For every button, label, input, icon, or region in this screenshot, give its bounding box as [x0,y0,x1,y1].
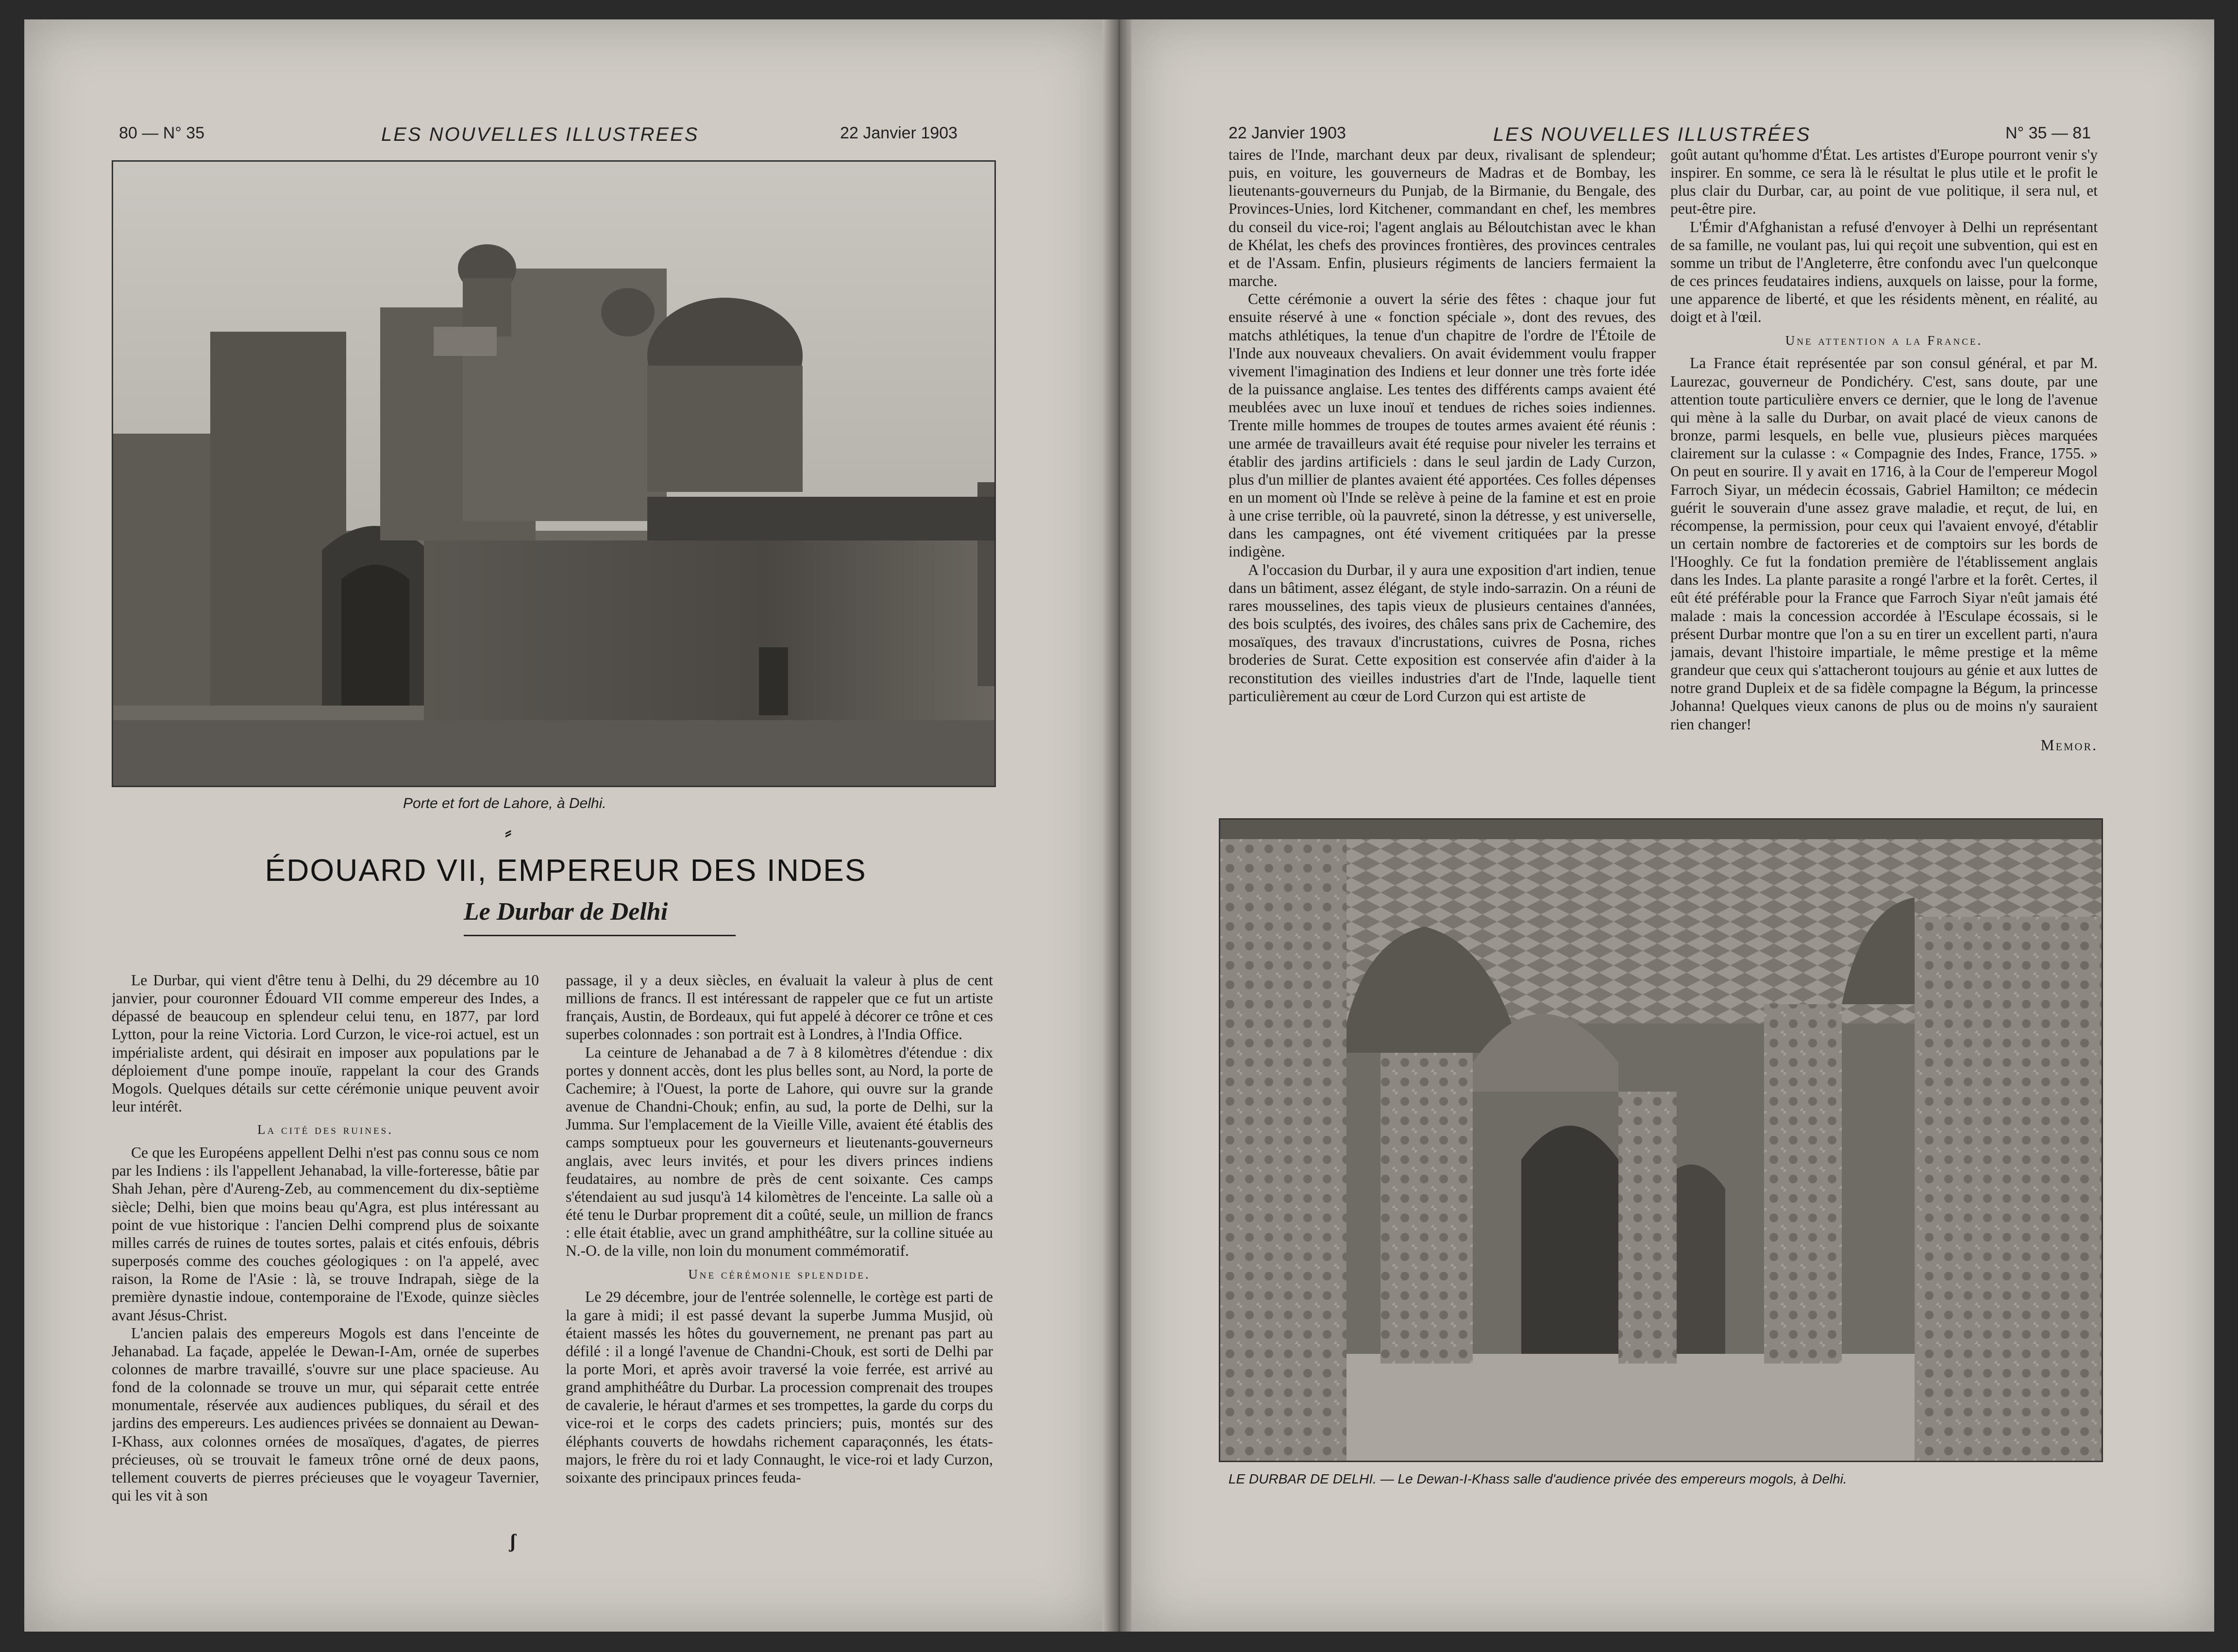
fort-photo-caption: Porte et fort de Lahore, à Delhi. [403,795,606,811]
dewan-i-khass-photo [1219,818,2103,1462]
hall-illustration [1220,820,2102,1461]
fort-photo [112,160,996,787]
paragraph: Le Durbar, qui vient d'être tenu à Delhi, du 29 décembre au 10 janvier, pour couronner Édouard VII comme empereur des Indes, a dépassé de beaucoup en splendeur celui tenu, en 1877, par lord Lytton, pour la reine Victoria. Lord Curzon, le vice-roi actuel, est un impérialiste ardent, qui désirait en imposer aux populations par le déploiement d'une pompe inouïe, rappelant la cour des Grands Mogols. Quelques détails sur cette cérémonie unique peuvent avoir leur intérêt. [112,972,539,1115]
section-heading: La cité des ruines. [257,1122,393,1137]
paragraph: goût autant qu'homme d'État. Les artistes d'Europe pourront venir s'y inspirer. En somme, ce sera là le résultat le plus utile et le profit le plus clair du Durbar, car, au point de vue politique, il sera nul, et peut-être pire. [1670,146,2098,218]
paragraph: A l'occasion du Durbar, il y aura une exposition d'art indien, tenue dans un bâtiment, assez élégant, de style indo-sarrazin. On a réuni de rares mousselines, des tapis vieux de plusieurs centaines d'années, des bois sculptés, des ivoires, des châles sans prix de Cachemire, des mosaïques, des travaux d'incrustations, cuivres de Posna, riches broderies de Surat. Cette exposition est conservée afin d'aider à la reconstitution des vieilles industries d'art de l'Inde, laquelle tient particulièrement au cœur de Lord Curzon qui est artiste de [1228,561,1656,705]
right-column-2 [1670,146,2098,792]
paragraph: La ceinture de Jehanabad a de 7 à 8 kilomètres d'étendue : dix portes y donnent accès, dont les plus belles sont, au Nord, la porte de Cachemire; à l'Ouest, la porte de Lahore, qui ouvre sur la grande avenue de Chandni-Chouk; enfin, au sud, la porte de Delhi, sur la Jumma. Sur l'emplacement de la Vieille Ville, avaient été établis des camps somptueux pour les gouverneurs et lieutenants-gouverneurs anglais, avec leurs invités, et pour les divers princes indiens feudataires, au nombre de près de cent soixante. Ces camps s'étendaient au sud jusqu'à 14 kilomètres de l'enceinte. La salle où a été tenu le Durbar proprement dit a coûté, seule, un million de francs : elle était établie, avec un grand amphithéâtre, sur la colline située au N.-O. de la ville, non loin du monument commémoratif. [566,1044,993,1260]
right-column-1 [1228,146,1656,792]
fort-illustration [113,162,994,786]
hall-photo-caption: LE DURBAR DE DELHI. — Le Dewan-I-Khass salle d'audience privée des empereurs mogols, à Delhi. [1228,1471,1847,1486]
left-running-date: 22 Janvier 1903 [840,124,958,142]
paragraph: passage, il y a deux siècles, en évaluait la valeur à plus de cent millions de francs. Il est intéressant de rappeler que ce fut un artiste français, Austin, de Bordeaux, qui fut appelé à décorer ce trône et ces superbes colonnades : son portrait est à Londres, à l'India Office. [566,972,993,1043]
paragraph: Le 29 décembre, jour de l'entrée solennelle, le cortège est parti de la gare à midi; il est passé devant la superbe Jumma Musjid, où étaient massés les hôtes du gouvernement, ne prenant pas part au défilé : il a longé l'avenue de Chandni-Chouk, est sorti de Delhi par la porte Mori, et après avoir traversé la voie ferrée, est arrivé au grand amphithéâtre du Durbar. La procession comprenait des troupes de cavalerie, le héraut d'armes et ses trompettes, la garde du corps du vice-roi et le corps des cadets princiers; puis, montés sur des éléphants couverts de howdahs richement caparaçonnés, les états-majors, le frère du roi et lady Connaught, le vice-roi et lady Curzon, soixante des principaux princes feuda- [566,1288,993,1486]
right-page-number: N° 35 — 81 [2005,124,2091,142]
paragraph: Ce que les Européens appellent Delhi n'est pas connu sous ce nom par les Indiens : ils l'appellent Jehanabad, la ville-forteresse, bâtie par Shah Jehan, père d'Aureng-Zeb, au commencement du dix-septième siècle; Delhi, bien que moins beau qu'Agra, est plus intéressant au point de vue historique : l'ancien Delhi comprend plus de soixante milles carrés de ruines de toutes sortes, palais et cités enfouis, débris superposés comme des couches géologiques : on l'a appelé, avec raison, la Rome de l'Asie : là, se trouve Indrapah, siège de la première dynastie indoue, contemporaine de l'Exode, quinze siècles avant Jésus-Christ. [112,1144,539,1324]
left-column-1 [112,971,539,1515]
left-column-2 [566,971,993,1515]
paragraph: La France était représentée par son consul général, et par M. Laurezac, gouverneur de Pondichéry. C'est, sans doute, par une attention toute particulière envers ce dernier, que le long de l'avenue qui mène à la salle du Durbar, on avait placé de vieux canons de bronze, parmi lesquels, en belle vue, plusieurs pièces marquées clairement sur la culasse : « Compagnie des Indes, France, 1755. » On peut en sourire. Il y avait en 1716, à la Cour de l'empereur Mogol Farroch Siyar, un médecin écossais, Gabriel Hamilton; ce médecin guérit le souverain d'une assez grave maladie, et reçut, de lui, en récompense, la permission, pour ceux qui l'avaient envoyé, d'établir un certain nombre de factoreries et de comptoirs sur les bords de l'Hooghly. Ce fut la fondation première de l'établissement anglais dans les Indes. La plante parasite a rongé l'arbre et la forêt. Certes, il eût été préférable pour la France que Farroch Siyar n'eût jamais été malade : mais la concession accordée à l'Esculape écossais, si le présent Durbar montre que l'on a su en tirer un excellent parti, n'aura jamais, devant l'histoire impartiale, le même prestige et la même grandeur que ceux qui s'attacheront toujours au génie et aux luttes de notre grand Dupleix et de sa fidèle compagne la Bégum, la princesse Johanna! Quelques vieux canons de plus ou de moins n'y sauraient rien changer! [1670,354,2098,733]
author-signature: Memor. [2040,736,2098,754]
paragraph: L'Émir d'Afghanistan a refusé d'envoyer à Delhi un représentant de sa famille, ne voulant pas, lui qui reçoit une subvention, qui est en somme un tribut de l'Angleterre, être confondu avec l'un quelconque de ces princes feudataires indiens, auxquels on laisse, pour la forme, une apparence de liberté, et que les résidents mènent, en réalité, au doigt et à l'œil. [1670,218,2098,326]
ink-mark: ʃ [510,1530,516,1552]
paragraph: L'ancien palais des empereurs Mogols est dans l'enceinte de Jehanabad. La façade, appelée le Dewan-I-Am, ornée de superbes colonnes de marbre travaillé, s'ouvre sur une place spacieuse. Au fond de la colonnade se trouve un mur, qui séparait cette entrée monumentale, réservée aux audiences publiques, du sérail et des jardins des empereurs. Les audiences privées se donnaient au Dewan-I-Khass, aux colonnes ornées de mosaïques, d'agates, de pierres précieuses, où se trouvait le fameux trône orné de deux paons, tellement couverts de pierres précieuses que le voyageur Tavernier, qui les vit à son [112,1324,539,1504]
article-headline: ÉDOUARD VII, EMPEREUR DES INDES [265,853,867,888]
right-page [1131,19,2214,1632]
section-heading: Une cérémonie splendide. [688,1266,871,1281]
paragraph: Cette cérémonie a ouvert la série des fêtes : chaque jour fut ensuite réservé à une « fonction spéciale », dont des revues, des matchs athlétiques, la tenue d'un chapitre de l'ordre de l'Étoile de l'Inde aux nouveaux chevaliers. On avait évidemment voulu frapper vivement l'imagination des Indiens et leur donner une très forte idée de la puissance anglaise. Les tentes des différents camps avaient été meublées avec un luxe inouï et tendues de riches soies indiennes. Trente mille hommes de troupes de toutes armes avaient été réunis : une armée de travailleurs avait été requise pour niveler les terrains et établir des jardins artificiels : dans le seul jardin de Lady Curzon, plus d'un millier de plantes avaient été apportées. Ces folles dépenses en un moment où l'Inde se relève à peine de la famine et est en proie à une crise terrible, où la pauvreté, sinon la détresse, y est universelle, dans les campagnes, ont été vivement critiquées par la presse indigène. [1228,290,1656,560]
section-heading: Une attention a la France. [1785,333,1983,348]
right-running-title: LES NOUVELLES ILLUSTRÉES [1493,124,1811,145]
paragraph: taires de l'Inde, marchant deux par deux, rivalisant de splendeur; puis, en voiture, les gouverneurs de Madras et de Bombay, les lieutenants-gouverneurs du Punjab, de la Birmanie, du Bengale, des Provinces-Unies, lord Kitchener, commandant en chef, les membres du conseil du vice-roi; l'agent anglais au Béloutchistan avec le khan de Khélat, les chefs des provinces frontières, des provinces centrales et de l'Assam. Enfin, plusieurs régiments de lanciers fermaient la marche. [1228,146,1656,290]
subheadline-rule [464,935,736,936]
ink-mark: ⸗ [505,821,512,843]
article-subheadline: Le Durbar de Delhi [463,898,668,926]
left-running-title: LES NOUVELLES ILLUSTREES [381,124,699,145]
left-page [24,19,1107,1632]
right-running-date: 22 Janvier 1903 [1228,124,1346,142]
left-page-number: 80 — N° 35 [119,124,205,142]
